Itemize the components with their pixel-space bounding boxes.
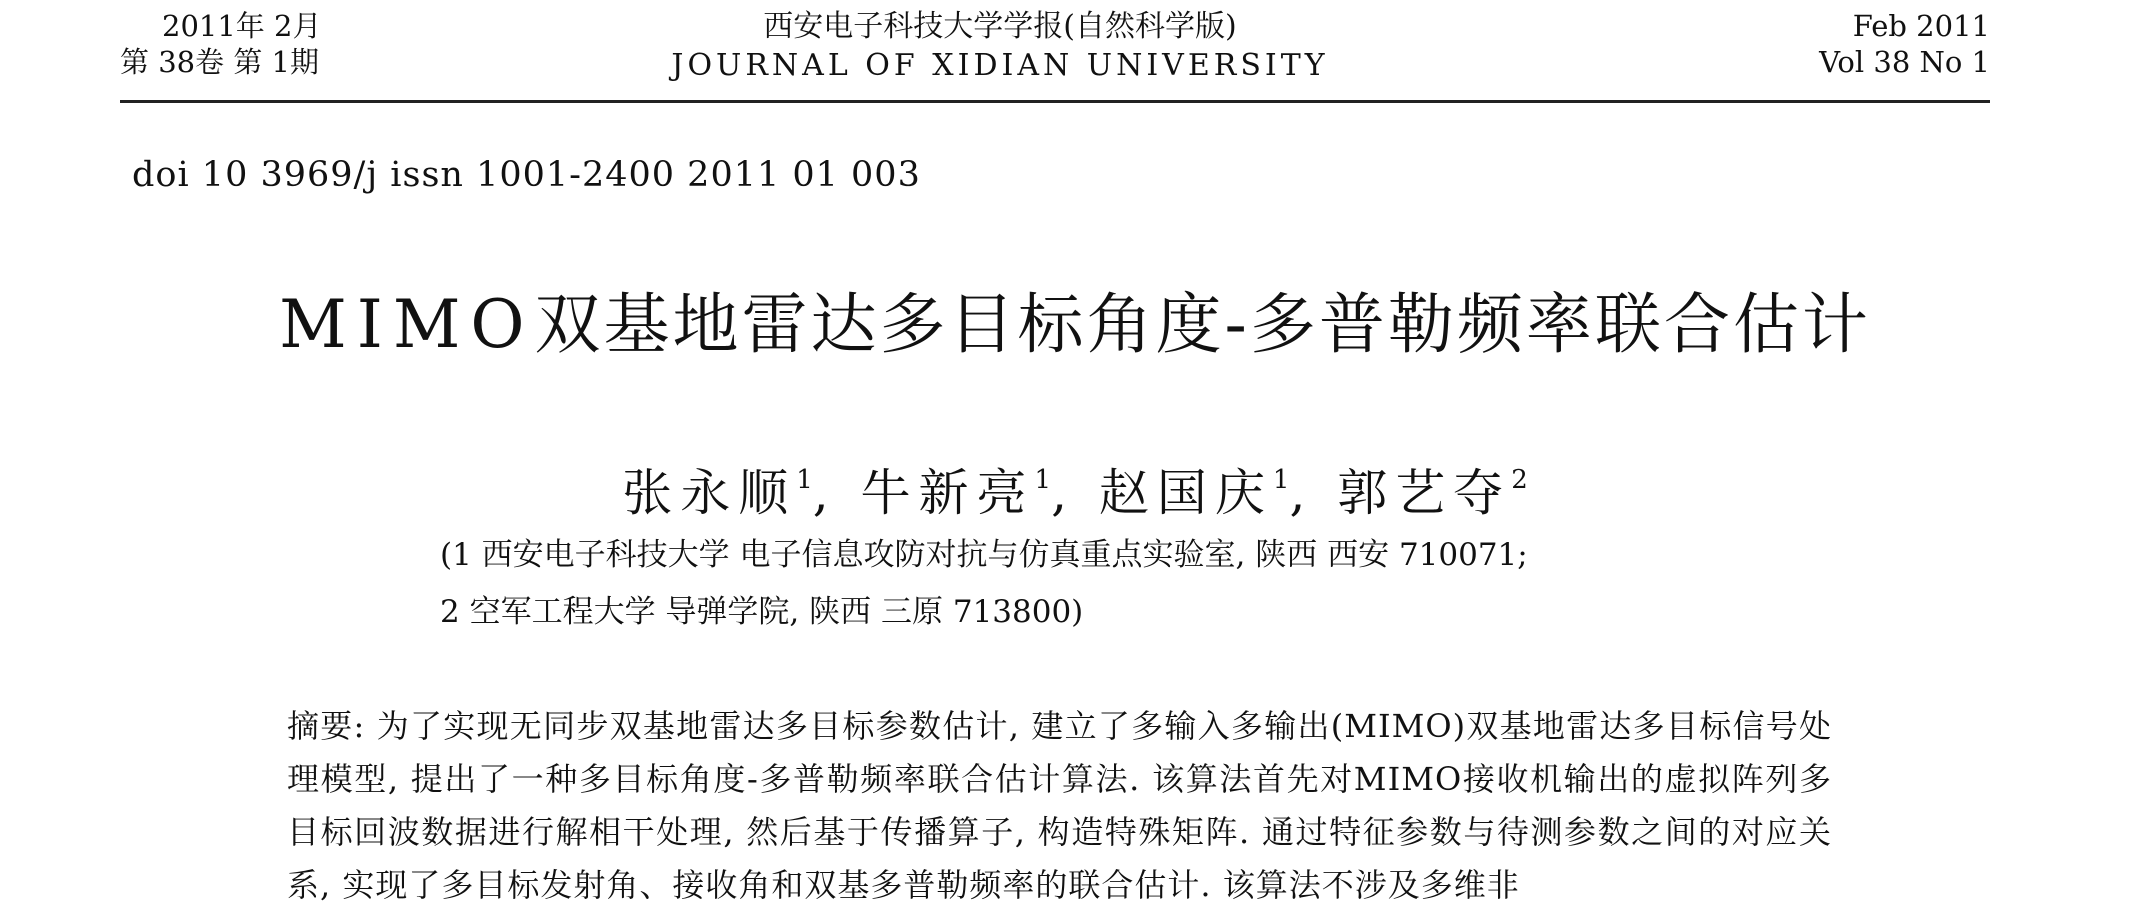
affiliation-2: 2 空军工程大学 导弹学院, 陕西 三原 713800): [440, 594, 1084, 630]
abstract: [287, 700, 1832, 912]
doi: doi 10 3969/j issn 1001-2400 2011 01 003: [132, 155, 921, 195]
affiliation-1: (1 西安电子科技大学 电子信息攻防对抗与仿真重点实验室, 陕西 西安 710071;: [440, 537, 1528, 573]
issue-date-english: Feb 2011: [1852, 9, 1990, 43]
author-name: 张永顺: [622, 464, 797, 522]
author-affiliation-mark: 1: [796, 465, 813, 495]
volume-number: 第 38卷 第 1期: [120, 45, 320, 79]
author-separator: ,: [1289, 464, 1338, 522]
author-name: 赵国庆: [1098, 464, 1273, 522]
paper-title-prefix: MIMO: [279, 286, 535, 363]
header-rule: [120, 100, 1990, 103]
journal-name: [600, 8, 1400, 86]
journal-date-volume-english: [1819, 8, 1990, 80]
journal-date-volume: [120, 8, 321, 80]
author-affiliation-mark: 2: [1511, 465, 1528, 495]
paper-title: [0, 285, 2150, 365]
issue-date: 2011年 2月: [162, 9, 322, 43]
paper-title-main: 双基地雷达多目标角度-多普勒频率联合估计: [534, 286, 1871, 363]
volume-number-english: Vol 38 No 1: [1819, 45, 1990, 79]
author-list: [0, 448, 2150, 525]
abstract-label: 摘要:: [287, 707, 366, 745]
author-name: 郭艺夺: [1337, 464, 1512, 522]
author-separator: ,: [812, 464, 861, 522]
author-separator: ,: [1051, 464, 1099, 522]
author-name: 牛新亮: [860, 464, 1035, 522]
abstract-text: 为了实现无同步双基地雷达多目标参数估计, 建立了多输入多输出(MIMO)双基地雷达多目标信号处理模型, 提出了一种多目标角度-多普勒频率联合估计算法. 该算法首先对MIMO接收机输出的虚拟阵列多目标回波数据进行解相干处理, 然后基于传播算子, 构造特殊矩阵. 通过特征参数与待测参数之间的对应关系, 实现了多目标发射角、接收角和双基多普勒频率的联合估计. 该算法不涉及多维非: [287, 707, 1832, 904]
author-affiliation-mark: 1: [1034, 465, 1052, 495]
journal-name-chinese: 西安电子科技大学学报(自然科学版): [763, 9, 1237, 44]
author-affiliation-mark: 1: [1272, 465, 1290, 495]
journal-name-english: JOURNAL OF XIDIAN UNIVERSITY: [671, 48, 1329, 83]
